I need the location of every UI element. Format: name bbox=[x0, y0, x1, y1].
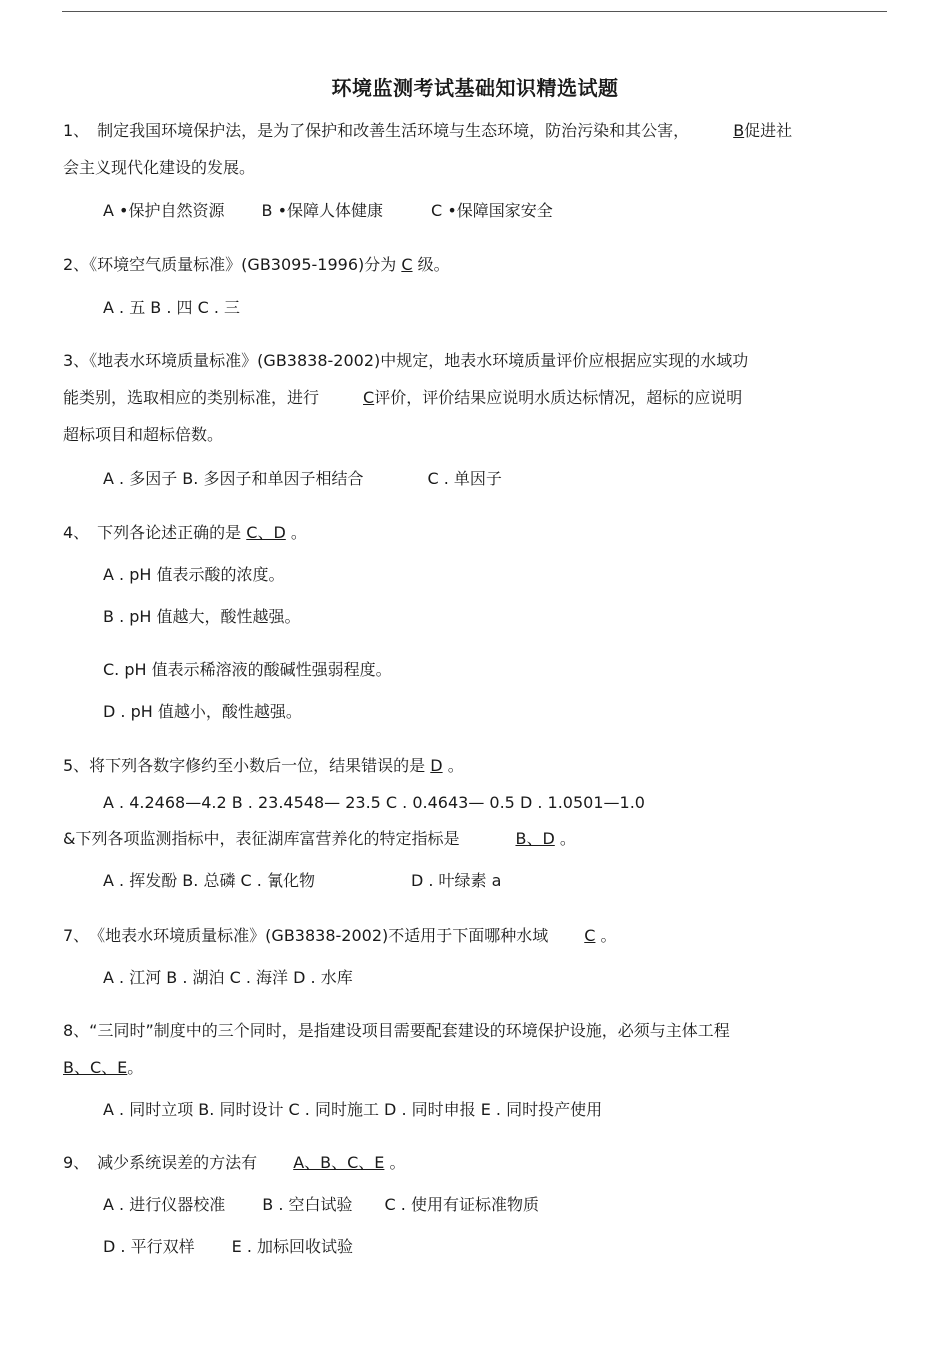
q9-stem-tail: 。 bbox=[384, 1153, 406, 1172]
header-rule bbox=[62, 11, 887, 12]
q9-stem-text: 9、 减少系统误差的方法有 bbox=[63, 1153, 258, 1172]
q9-options-line1: A . 进行仪器校准 B . 空白试验 C . 使用有证标准物质 bbox=[103, 1195, 539, 1214]
q1-stem-tail: 促进社 bbox=[744, 121, 793, 140]
q7-stem-text: 7、 《地表水环境质量标准》(GB3838-2002)不适用于下面哪种水域 bbox=[63, 926, 549, 945]
q5-options: A . 4.2468—4.2 B . 23.4548— 23.5 C . 0.4643— 0.5 D . 1.0501—1.0 bbox=[103, 793, 645, 812]
q8-stem-line1: 8、“三同时”制度中的三个同时，是指建设项目需要配套建设的环境保护设施，必须与主体工程 bbox=[63, 1021, 730, 1040]
q7-options: A . 江河 B . 湖泊 C . 海洋 D . 水库 bbox=[103, 968, 353, 987]
q3-stem-text: 能类别，选取相应的类别标准，进行 bbox=[63, 388, 320, 407]
q5-answer: D bbox=[430, 756, 443, 775]
q7-answer: C bbox=[584, 926, 596, 945]
page-title: 环境监测考试基础知识精选试题 bbox=[331, 76, 619, 100]
q3-stem-tail: 评价，评价结果应说明水质达标情况，超标的应说明 bbox=[374, 388, 743, 407]
q9-stem bbox=[63, 1152, 406, 1174]
q8-stem-line2 bbox=[63, 1057, 143, 1079]
q4-stem bbox=[63, 522, 307, 544]
q3-stem-line1: 3、《地表水环境质量标准》(GB3838-2002)中规定，地表水环境质量评价应根据应实现的水域功 bbox=[63, 351, 749, 370]
q8-options: A . 同时立项 B. 同时设计 C . 同时施工 D . 同时申报 E . 同时投产使用 bbox=[103, 1100, 603, 1119]
q1-stem-line2: 会主义现代化建设的发展。 bbox=[63, 158, 256, 177]
q8-answer: B、C、E bbox=[63, 1058, 128, 1077]
q2-stem-text: 2、《环境空气质量标准》(GB3095-1996)分为 bbox=[63, 255, 402, 274]
q6-stem bbox=[63, 828, 576, 850]
q5-stem-text: 5、将下列各数字修约至小数后一位，结果错误的是 bbox=[63, 756, 431, 775]
q3-answer: C bbox=[363, 388, 375, 407]
q2-stem-tail: 级。 bbox=[412, 255, 450, 274]
q4-stem-tail: 。 bbox=[285, 523, 307, 542]
q8-stem-tail: 。 bbox=[127, 1058, 144, 1077]
q3-stem-line3: 超标项目和超标倍数。 bbox=[63, 425, 224, 444]
q4-answer: C、D bbox=[246, 523, 286, 542]
q3-options: A . 多因子 B. 多因子和单因子相结合 C . 单因子 bbox=[103, 469, 502, 488]
q1-stem-line1 bbox=[63, 120, 792, 142]
q4-stem-text: 4、 下列各论述正确的是 bbox=[63, 523, 247, 542]
q2-answer: C bbox=[401, 255, 413, 274]
q7-stem-tail: 。 bbox=[595, 926, 617, 945]
q4-option-c: C. pH 值表示稀溶液的酸碱性强弱程度。 bbox=[103, 660, 392, 679]
q4-option-b: B . pH 值越大，酸性越强。 bbox=[103, 607, 301, 626]
q7-stem bbox=[63, 925, 617, 947]
q4-option-d: D . pH 值越小，酸性越强。 bbox=[103, 702, 302, 721]
q5-stem bbox=[63, 755, 464, 777]
q9-answer: A、B、C、E bbox=[293, 1153, 385, 1172]
q6-options: A . 挥发酚 B. 总磷 C . 氰化物 D . 叶绿素 a bbox=[103, 871, 502, 890]
q1-options: A •保护自然资源 B •保障人体健康 C •保障国家安全 bbox=[103, 201, 553, 220]
q2-stem bbox=[63, 254, 450, 276]
q6-stem-tail: 。 bbox=[554, 829, 576, 848]
q1-stem-text: 1、 制定我国环境保护法，是为了保护和改善生活环境与生态环境，防治污染和其公害， bbox=[63, 121, 690, 140]
q9-options-line2: D . 平行双样 E . 加标回收试验 bbox=[103, 1237, 354, 1256]
q6-answer: B、D bbox=[515, 829, 555, 848]
q5-stem-tail: 。 bbox=[442, 756, 464, 775]
q3-stem-line2 bbox=[63, 387, 742, 409]
q1-answer: B bbox=[733, 121, 745, 140]
q6-stem-text: &下列各项监测指标中，表征湖库富营养化的特定指标是 bbox=[63, 829, 460, 848]
q4-option-a: A . pH 值表示酸的浓度。 bbox=[103, 565, 285, 584]
q2-options: A . 五 B . 四 C . 三 bbox=[103, 298, 241, 317]
